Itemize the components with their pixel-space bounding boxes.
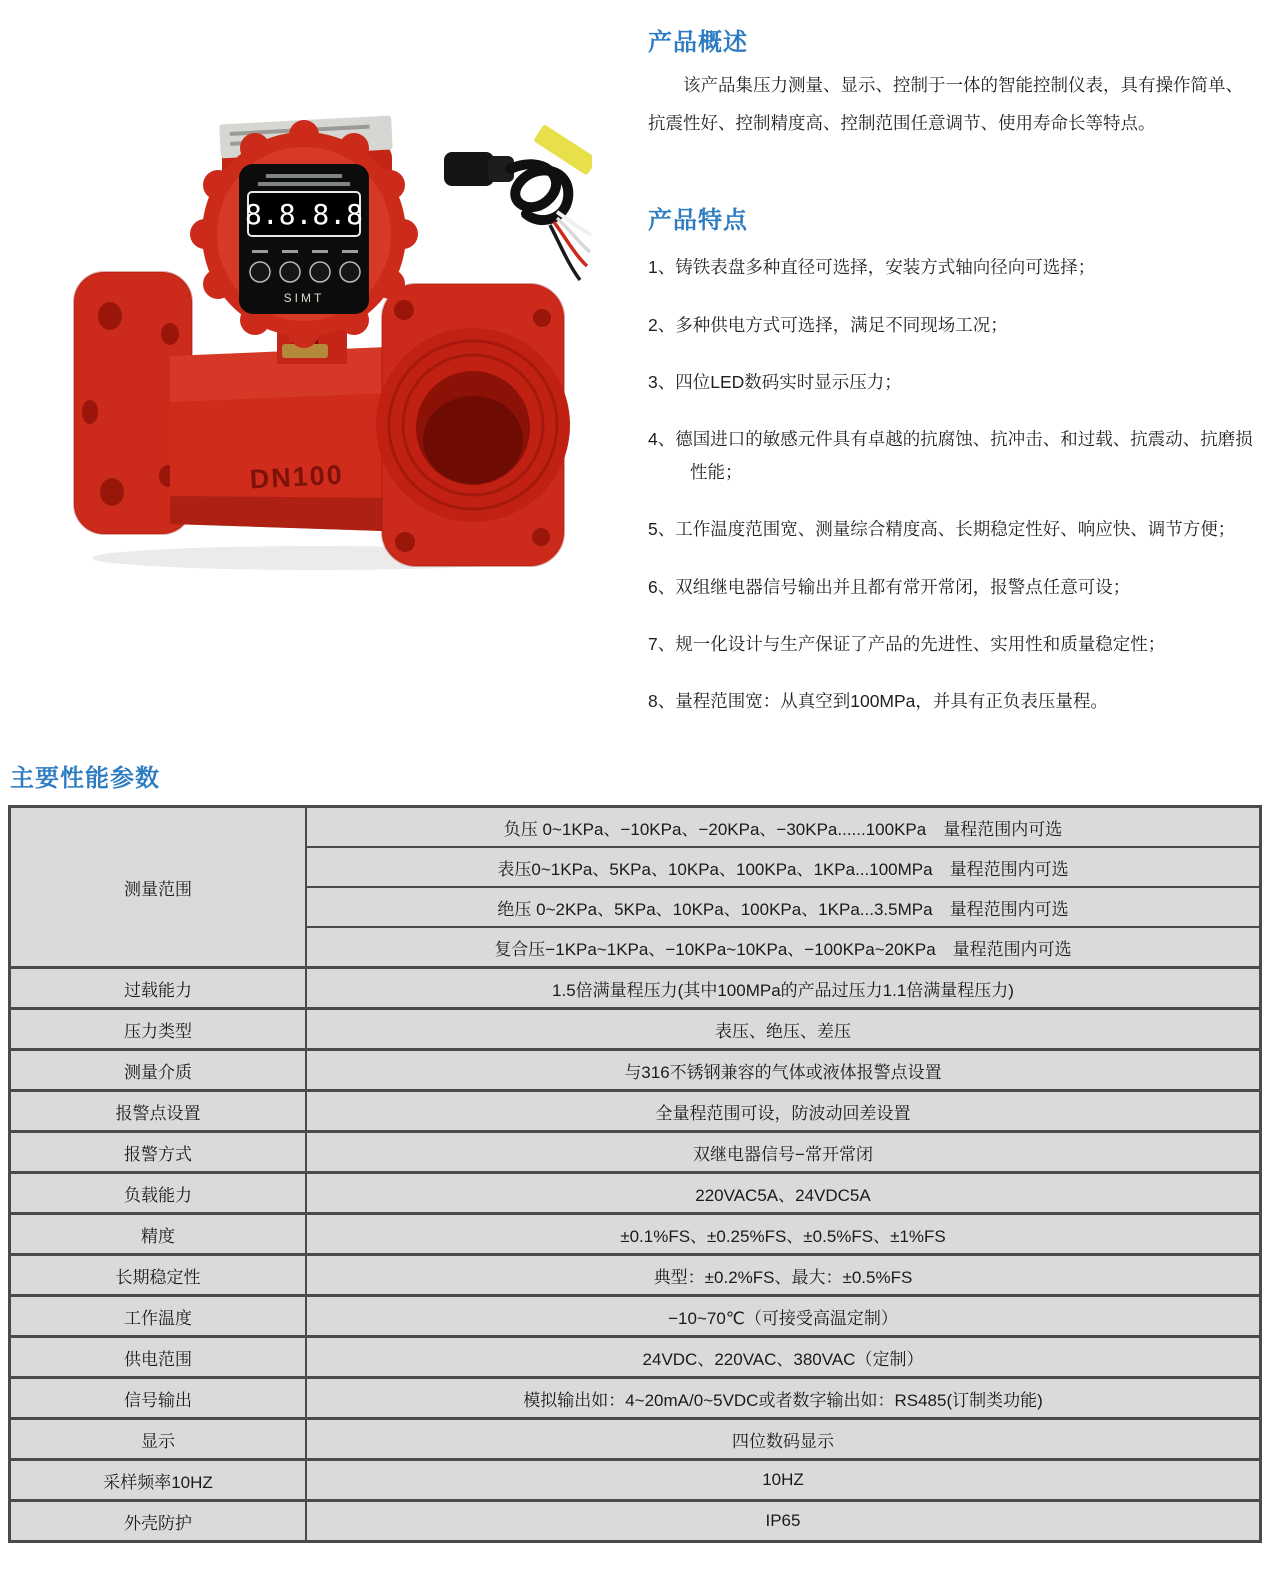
top-section [0, 0, 1270, 756]
feature-item: 8、量程范围宽：从真空到100MPa，并具有正负表压量程。 [648, 691, 1108, 712]
param-value-cell: 负压 0~1KPa、−10KPa、−20KPa、−30KPa......100KPa 量程范围内可选 [306, 807, 1261, 848]
param-row [10, 1460, 1261, 1501]
features-section [648, 200, 1254, 717]
param-row [10, 1419, 1261, 1460]
feature-item: 1、铸铁表盘多种直径可选择，安装方式轴向径向可选择； [648, 257, 1096, 278]
param-label-cell: 工作温度 [10, 1296, 307, 1337]
param-value-cell: 220VAC5A、24VDC5A [306, 1173, 1261, 1214]
param-value-cell: 绝压 0~2KPa、5KPa、10KPa、100KPa、1KPa...3.5MPa 量程范围内可选 [306, 887, 1261, 927]
param-value-cell: 典型：±0.2%FS、最大：±0.5%FS [306, 1255, 1261, 1296]
param-value-cell: 1.5倍满量程压力(其中100MPa的产品过压力1.1倍满量程压力) [306, 968, 1261, 1009]
param-row [10, 1214, 1261, 1255]
product-photo [0, 0, 648, 756]
param-value-cell: 表压0~1KPa、5KPa、10KPa、100KPa、1KPa...100MPa 量程范围内可选 [306, 847, 1261, 887]
param-value-cell: −10~70℃（可接受高温定制） [306, 1296, 1261, 1337]
parameters-table [8, 805, 1262, 1543]
param-label-cell: 测量范围 [10, 807, 307, 968]
param-value-cell: 24VDC、220VAC、380VAC（定制） [306, 1337, 1261, 1378]
param-label-cell: 压力类型 [10, 1009, 307, 1050]
parameters-title: 主要性能参数 [10, 765, 160, 792]
param-label-cell: 长期稳定性 [10, 1255, 307, 1296]
param-row [10, 1132, 1261, 1173]
led-display-digits: 8.8.8.8 [244, 198, 364, 231]
overview-section [648, 22, 1254, 142]
right-column [648, 0, 1262, 756]
param-value-cell: 模拟输出如：4~20mA/0~5VDC或者数字输出如：RS485(订制类功能) [306, 1378, 1261, 1419]
cable-gland [444, 152, 494, 186]
param-row [10, 1255, 1261, 1296]
overview-title: 产品概述 [648, 29, 748, 56]
param-row [10, 1173, 1261, 1214]
param-value-cell: 10HZ [306, 1460, 1261, 1501]
param-label-cell: 显示 [10, 1419, 307, 1460]
feature-item: 6、双组继电器信号输出并且都有常开常闭，报警点任意可设； [648, 576, 1131, 597]
param-value-cell: 四位数码显示 [306, 1419, 1261, 1460]
param-row [10, 807, 1261, 848]
param-label-cell: 信号输出 [10, 1378, 307, 1419]
param-label-cell: 供电范围 [10, 1337, 307, 1378]
param-label-cell: 外壳防护 [10, 1501, 307, 1542]
feature-item: 7、规一化设计与生产保证了产品的先进性、实用性和质量稳定性； [648, 633, 1166, 654]
body-size-label: DN100 [248, 459, 345, 495]
features-list [648, 251, 1254, 717]
feature-item: 5、工作温度范围宽、测量综合精度高、长期稳定性好、响应快、调节方便； [648, 519, 1236, 540]
feature-item: 2、多种供电方式可选择，满足不同现场工况； [648, 314, 1008, 335]
param-row [10, 968, 1261, 1009]
cable [444, 124, 592, 280]
param-value-cell: IP65 [306, 1501, 1261, 1542]
feature-item: 3、四位LED数码实时显示压力； [648, 372, 902, 392]
param-value-cell: 全量程范围可设，防波动回差设置 [306, 1091, 1261, 1132]
param-row [10, 1378, 1261, 1419]
param-row [10, 1009, 1261, 1050]
param-label-cell: 精度 [10, 1214, 307, 1255]
param-label-cell: 测量介质 [10, 1050, 307, 1091]
param-value-cell: 复合压−1KPa~1KPa、−10KPa~10KPa、−100KPa~20KPa 量程范围内可选 [306, 927, 1261, 968]
parameters-table-body [10, 807, 1261, 1542]
param-row [10, 1501, 1261, 1542]
param-label-cell: 报警方式 [10, 1132, 307, 1173]
overview-body: 该产品集压力测量、显示、控制于一体的智能控制仪表，具有操作简单、抗震性好、控制精度高、控制范围任意调节、使用寿命长等特点。 [648, 75, 1243, 133]
param-value-cell: 与316不锈钢兼容的气体或液体报警点设置 [306, 1050, 1261, 1091]
features-title: 产品特点 [648, 207, 748, 235]
param-label-cell: 过载能力 [10, 968, 307, 1009]
param-row [10, 1050, 1261, 1091]
param-value-cell: 双继电器信号−常开常闭 [306, 1132, 1261, 1173]
param-row [10, 1091, 1261, 1132]
feature-item: 4、德国进口的敏感元件具有卓越的抗腐蚀、抗冲击、和过载、抗震动、抗磨损性能； [648, 429, 1253, 482]
param-label-cell: 负载能力 [10, 1173, 307, 1214]
param-row [10, 1296, 1261, 1337]
param-value-cell: ±0.1%FS、±0.25%FS、±0.5%FS、±1%FS [306, 1214, 1261, 1255]
brand-text: SIMT [283, 291, 325, 305]
param-row [10, 1337, 1261, 1378]
param-label-cell: 采样频率10HZ [10, 1460, 307, 1501]
param-label-cell: 报警点设置 [10, 1091, 307, 1132]
right-flange [376, 284, 570, 566]
pressure-meter-illustration [52, 94, 592, 574]
param-value-cell: 表压、绝压、差压 [306, 1009, 1261, 1050]
